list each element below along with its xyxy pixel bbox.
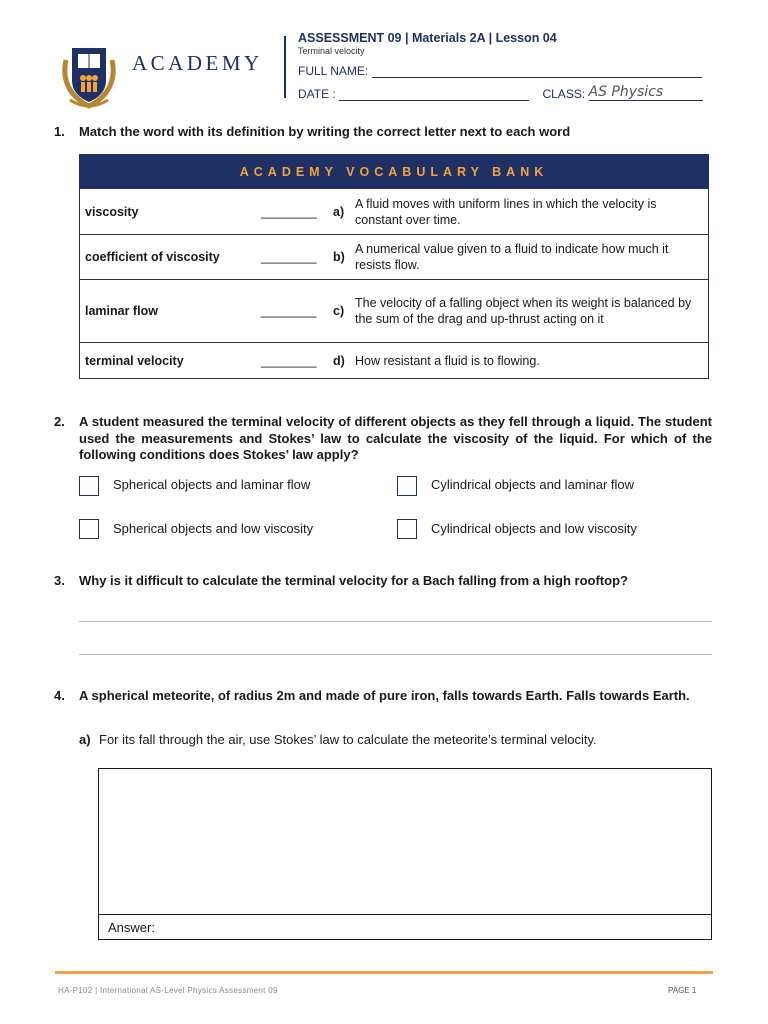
q4a-letter: a) <box>79 732 91 747</box>
full-name-row <box>298 64 702 78</box>
option-checkbox[interactable] <box>397 476 417 496</box>
vocab-letter: d) <box>333 343 351 379</box>
option-label: Cylindrical objects and low viscosity <box>431 521 637 536</box>
vocab-word: coefficient of viscosity <box>80 235 262 280</box>
assessment-title: ASSESSMENT 09 | Materials 2A | Lesson 04 <box>298 31 557 45</box>
q3-number: 3. <box>54 573 65 588</box>
option-checkbox[interactable] <box>79 519 99 539</box>
option-checkbox[interactable] <box>397 519 417 539</box>
q2-text: A student measured the terminal velocity of different objects as they fell through a liquid. The student used the measurements and Stokes’ law to calculate the viscosity of the liquid. For which of the following conditions does Stokes’ law apply? <box>79 414 712 462</box>
table-row <box>80 189 709 235</box>
option-label: Spherical objects and low viscosity <box>113 521 314 536</box>
assessment-subtitle: Terminal velocity <box>298 46 365 56</box>
class-value: AS Physics <box>588 84 664 100</box>
vocab-word: terminal velocity <box>80 343 262 379</box>
footer-rule <box>55 971 713 974</box>
vocab-answer-blank[interactable]: ________ <box>261 343 333 379</box>
vocab-definition: A fluid moves with uniform lines in which the velocity is constant over time. <box>351 189 709 235</box>
writing-line[interactable] <box>79 621 712 622</box>
vocab-letter: c) <box>333 280 351 343</box>
footer-course-code: HA-P102 | International AS-Level Physics Assessment 09 <box>58 986 278 995</box>
vocab-definition: How resistant a fluid is to flowing. <box>351 343 709 379</box>
full-name-field[interactable] <box>372 77 702 78</box>
answer-label: Answer: <box>108 920 155 935</box>
date-label: DATE : <box>298 87 336 101</box>
table-row <box>80 343 709 379</box>
header-divider <box>284 36 286 98</box>
table-row <box>80 235 709 280</box>
q4-number: 4. <box>54 688 65 703</box>
vocab-letter: a) <box>333 189 351 235</box>
option-label: Cylindrical objects and laminar flow <box>431 477 635 492</box>
vocabulary-bank-title: ACADEMY VOCABULARY BANK <box>80 155 709 189</box>
q3-text: Why is it difficult to calculate the terminal velocity for a Bach falling from a high rooftop? <box>79 573 628 588</box>
brand-name: ACADEMY <box>132 51 263 75</box>
vocab-answer-blank[interactable]: ________ <box>261 280 333 343</box>
class-field[interactable] <box>589 84 703 101</box>
q1-number: 1. <box>54 124 65 139</box>
academy-logo <box>58 38 120 110</box>
q1-text: Match the word with its definition by writing the correct letter next to each word <box>79 124 571 139</box>
vocabulary-bank-table <box>79 154 709 379</box>
writing-line[interactable] <box>79 654 712 655</box>
vocab-answer-blank[interactable]: ________ <box>261 235 333 280</box>
q4a-text: For its fall through the air, use Stokes’ law to calculate the meteorite’s terminal velocity. <box>99 732 597 747</box>
option-label: Spherical objects and laminar flow <box>113 477 311 492</box>
answer-divider <box>98 914 712 915</box>
vocab-letter: b) <box>333 235 351 280</box>
table-row <box>80 280 709 343</box>
option-checkbox[interactable] <box>79 476 99 496</box>
full-name-label: FULL NAME: <box>298 64 369 78</box>
date-class-row <box>298 84 703 101</box>
page-number: PAGE 1 <box>668 986 697 995</box>
q4-text: A spherical meteorite, of radius 2m and made of pure iron, falls towards Earth. Falls towards Earth. <box>79 688 690 703</box>
vocab-definition: A numerical value given to a fluid to indicate how much it resists flow. <box>351 235 709 280</box>
vocab-word: viscosity <box>80 189 262 235</box>
date-field[interactable] <box>339 100 529 101</box>
vocab-definition: The velocity of a falling object when its weight is balanced by the sum of the drag and up-thrust acting on it <box>351 280 709 343</box>
vocab-answer-blank[interactable]: ________ <box>261 189 333 235</box>
vocab-word: laminar flow <box>80 280 262 343</box>
q2-number: 2. <box>54 414 65 429</box>
class-label: CLASS: <box>542 87 586 101</box>
